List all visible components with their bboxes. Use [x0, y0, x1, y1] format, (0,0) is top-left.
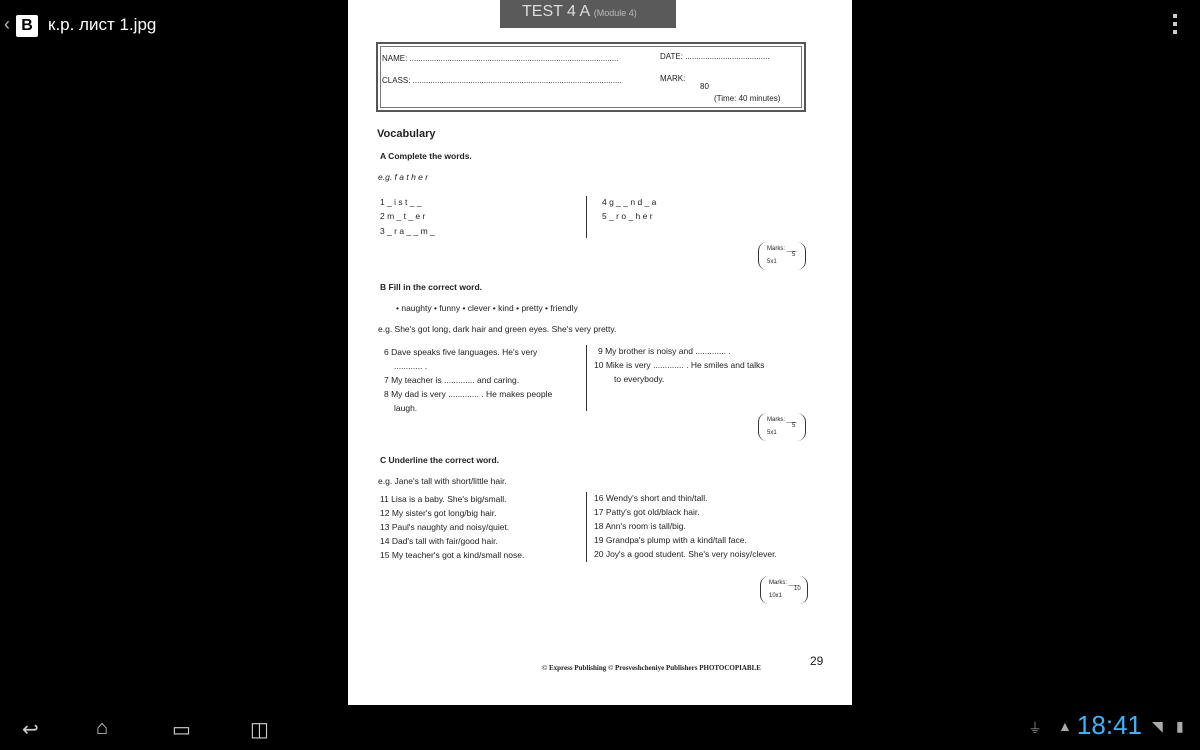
- marks-base: 5x1: [767, 430, 777, 436]
- screenshot-icon[interactable]: ◫: [250, 719, 269, 741]
- section-a-title: A Complete the words.: [380, 151, 472, 161]
- b-item-8: 8 My dad is very ............. . He makes people: [384, 389, 553, 399]
- column-divider: [586, 345, 587, 411]
- usb-icon: ⏚: [1028, 720, 1042, 736]
- app-title: к.р. лист 1.jpg: [48, 15, 157, 34]
- marks-box-c: [760, 576, 808, 604]
- c-item-13: 13 Paul's naughty and noisy/quiet.: [380, 522, 510, 532]
- b-item-7: 7 My teacher is ............. and caring.: [384, 375, 520, 385]
- c-item-17: 17 Patty's got old/black hair.: [594, 507, 700, 517]
- marks-label: Marks: ___: [767, 417, 797, 423]
- vocabulary-heading: Vocabulary: [377, 128, 436, 140]
- test-header: [500, 0, 676, 28]
- b-item-6: 6 Dave speaks five languages. He's very: [384, 347, 538, 357]
- word-bank: • naughty • funny • clever • kind • pretty • friendly: [396, 303, 578, 313]
- system-navbar: [0, 705, 1200, 750]
- b-item-6-blank: ............ .: [394, 361, 428, 371]
- name-field: NAME: ..............................................................................................: [382, 54, 619, 63]
- wifi-icon: ◥: [1152, 718, 1163, 734]
- status-clock: 18:41: [1076, 710, 1142, 740]
- notification-icon: ▲: [1058, 718, 1072, 734]
- b-item-9: 9 My brother is noisy and ............. .: [598, 346, 731, 356]
- marks-label: Marks: ___: [769, 580, 799, 586]
- b-item-10-cont: to everybody.: [614, 374, 665, 384]
- column-divider: [586, 492, 587, 562]
- a-item-1: 1 _ i s t _ _: [380, 197, 422, 207]
- overflow-menu-icon[interactable]: [1172, 14, 1178, 38]
- b-item-8-cont: laugh.: [394, 403, 418, 413]
- b-item-10: 10 Mike is very ............. . He smiles and talks: [594, 360, 765, 370]
- marks-box-b: [758, 413, 806, 441]
- c-item-18: 18 Ann's room is tall/big.: [594, 521, 686, 531]
- document-image: [348, 0, 852, 705]
- back-chevron-icon[interactable]: ‹: [4, 14, 10, 34]
- module-label: (Module 4): [593, 8, 637, 18]
- back-icon[interactable]: ↩: [22, 719, 39, 741]
- marks-total: 5: [792, 252, 796, 258]
- marks-box-a: [758, 242, 806, 270]
- a-item-3: 3 _ r a _ _ m _: [380, 226, 435, 236]
- c-item-14: 14 Dad's tall with fair/good hair.: [380, 536, 498, 546]
- class-field: CLASS: ..............................................................................................: [382, 76, 622, 85]
- time-label: (Time: 40 minutes): [714, 94, 781, 103]
- c-item-20: 20 Joy's a good student. She's very noisy/clever.: [594, 549, 777, 559]
- a-item-2: 2 m _ t _ e r: [380, 211, 426, 221]
- page-number: 29: [810, 654, 824, 668]
- mark-total: 80: [700, 82, 709, 91]
- marks-total: 10: [794, 586, 801, 592]
- c-item-11: 11 Lisa is a baby. She's big/small.: [380, 494, 507, 504]
- c-item-15: 15 My teacher's got a kind/small nose.: [380, 550, 525, 560]
- mark-field: MARK:: [660, 74, 686, 83]
- marks-base: 10x1: [769, 593, 783, 599]
- section-b-title: B Fill in the correct word.: [380, 282, 483, 292]
- c-item-12: 12 My sister's got long/big hair.: [380, 508, 497, 518]
- section-b-example: e.g. She's got long, dark hair and green eyes. She's very pretty.: [378, 324, 617, 334]
- c-item-19: 19 Grandpa's plump with a kind/tall face.: [594, 535, 747, 545]
- publisher-footer: © Express Publishing © Prosveshcheniye Publishers PHOTOCOPIABLE: [542, 664, 761, 672]
- section-a-example: e.g. f a t h e r: [378, 172, 429, 182]
- recents-icon[interactable]: ▭: [172, 719, 191, 741]
- app-icon[interactable]: B: [16, 15, 38, 37]
- student-info-box: [376, 42, 806, 112]
- marks-label: Marks: ___: [767, 246, 797, 252]
- marks-base: 5x1: [767, 259, 777, 265]
- c-item-16: 16 Wendy's short and thin/tall.: [594, 493, 708, 503]
- marks-total: 5: [792, 423, 796, 429]
- a-item-4: 4 g _ _ n d _ a: [602, 197, 657, 207]
- section-c-example: e.g. Jane's tall with short/little hair.: [378, 476, 507, 486]
- section-c-title: C Underline the correct word.: [380, 455, 500, 465]
- date-field: DATE: ......................................: [660, 52, 770, 61]
- battery-icon: ▮: [1176, 718, 1184, 734]
- column-divider: [586, 196, 587, 238]
- home-icon[interactable]: ⌂: [96, 717, 109, 739]
- a-item-5: 5 _ r o _ h e r: [602, 211, 653, 221]
- test-title: TEST 4 A: [522, 3, 590, 20]
